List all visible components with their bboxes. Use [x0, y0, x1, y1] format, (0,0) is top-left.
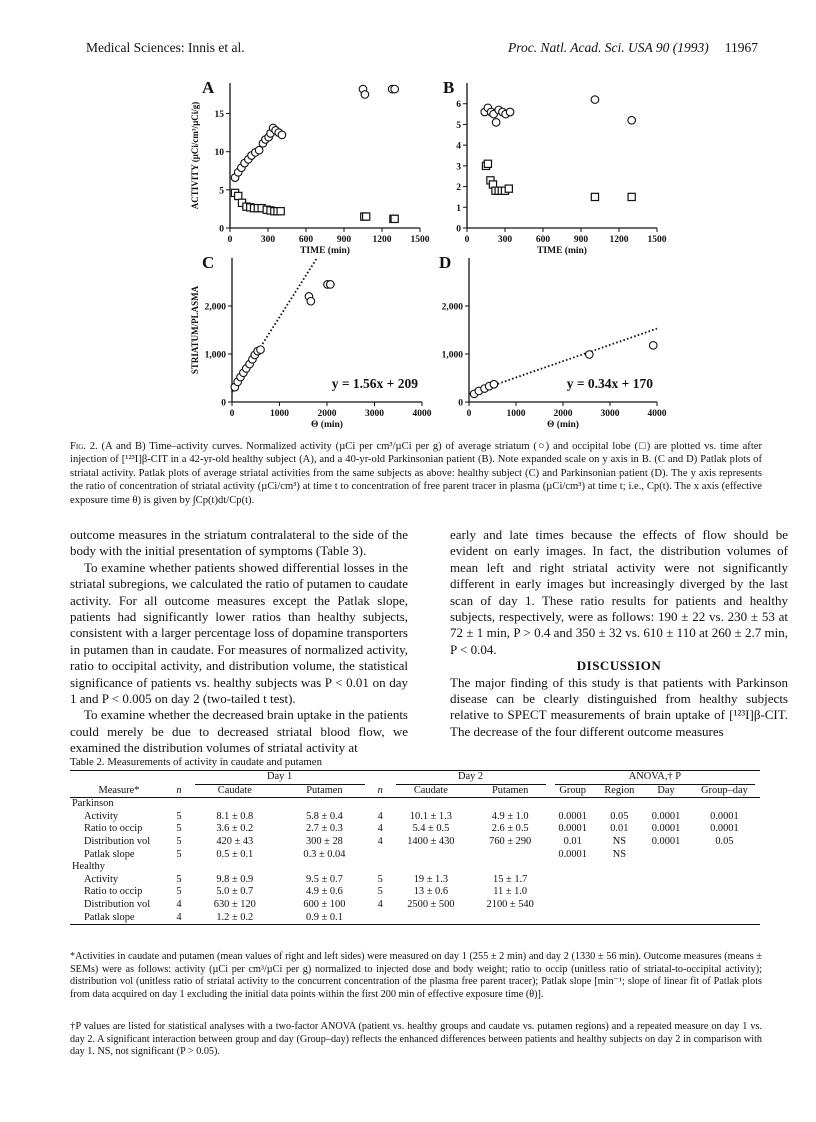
x-tick-label: 2000: [553, 409, 573, 419]
group-header-day1: Day 1: [195, 771, 365, 785]
table-row: [70, 811, 760, 824]
table-cell: 2.6 ± 0.5: [491, 823, 529, 835]
table-footnote: †P values are listed for statistical analyses with a two-factor ANOVA (patient vs. healthy groups and caudate vs. putamen regions) and a repeated measure on day 1 vs. day 2. A significant interaction between group and day (Group–day) reflects the enhanced differences between patients and healthy subjects on day 2 in comparison with day 1. NS, not significant (P > 0.05).: [70, 1021, 762, 1058]
table-cell: 2.7 ± 0.3: [305, 823, 343, 835]
table-cell: [391, 912, 470, 925]
x-tick-label: 0: [229, 409, 235, 419]
x-tick-label: 0: [466, 409, 472, 419]
journal-citation: Proc. Natl. Acad. Sci. USA 90 (1993): [508, 40, 709, 55]
table-row: [70, 836, 760, 849]
data-point-square: [505, 185, 512, 192]
table-cell: 420 ± 43: [216, 835, 254, 847]
table-cell: [689, 899, 760, 912]
table-cell: 15 ± 1.7: [493, 873, 528, 885]
table-cell: 0.0001: [710, 823, 739, 835]
group-header-anova: ANOVA,† P: [555, 771, 755, 785]
table-cell: 4: [377, 823, 383, 835]
data-point-circle: [278, 131, 286, 139]
data-point-square: [484, 160, 491, 167]
table-cell: 300 ± 28: [305, 835, 343, 847]
table-cell: 5: [176, 873, 182, 885]
table-cell: Distribution vol: [84, 835, 151, 847]
data-point-circle: [361, 91, 369, 99]
table-row: [70, 886, 760, 899]
x-tick-label: 3000: [600, 409, 620, 419]
data-point-circle: [586, 351, 594, 359]
figure-panel-c: [188, 250, 438, 435]
table-cell: 5.4 ± 0.5: [412, 823, 450, 835]
table-cell: [643, 886, 689, 899]
x-axis-label: Θ (min): [547, 420, 579, 430]
data-point-circle: [649, 342, 657, 350]
table-cell: 9.8 ± 0.9: [216, 873, 254, 885]
y-tick-label: 0: [456, 224, 461, 235]
x-tick-label: 300: [260, 235, 276, 245]
table-cell: [689, 912, 760, 925]
x-tick-label: 4000: [412, 409, 432, 419]
table-row: [70, 823, 760, 836]
data-point-circle: [391, 85, 399, 93]
group-label: Parkinson: [72, 798, 114, 810]
table-cell: 0.0001: [558, 823, 587, 835]
fit-equation: y = 0.34x + 170: [566, 376, 653, 391]
column-header: Putamen: [492, 784, 529, 796]
table-cell: Distribution vol: [84, 898, 151, 910]
y-tick-label: 6: [456, 100, 461, 111]
figure-caption: [70, 440, 762, 507]
x-tick-label: 1500: [410, 235, 430, 245]
y-tick-label: 4: [456, 141, 461, 152]
table-cell: 0.05: [715, 835, 734, 847]
y-tick-label: 2,000: [441, 302, 463, 313]
data-point-circle: [327, 281, 335, 289]
data-point-circle: [506, 108, 514, 116]
table-cell: 0.0001: [651, 835, 681, 847]
y-tick-label: 0: [221, 398, 226, 409]
running-header-right: [508, 40, 758, 56]
data-point-circle: [628, 116, 636, 124]
table-cell: 0.5 ± 0.1: [216, 848, 254, 860]
panel-letter: D: [439, 253, 452, 272]
table-cell: [689, 849, 760, 862]
table-cell: 1400 ± 430: [407, 835, 455, 847]
table-cell: [471, 849, 550, 862]
table-cell: 4.9 ± 1.0: [491, 810, 529, 822]
table-cell: 11 ± 1.0: [493, 886, 528, 898]
table-cell: 3.6 ± 0.2: [216, 823, 254, 835]
x-tick-label: 2000: [317, 409, 337, 419]
table-cell: [689, 874, 760, 887]
figure-label: Fig. 2.: [70, 441, 98, 452]
table-cell: 5: [176, 823, 182, 835]
table-cell: [643, 874, 689, 887]
table-cell: 9.5 ± 0.7: [305, 873, 343, 885]
x-axis-label: Θ (min): [311, 420, 343, 430]
table-cell: [596, 874, 644, 887]
x-tick-label: 1200: [372, 235, 392, 245]
data-point-circle: [307, 297, 315, 305]
y-tick-label: 5: [456, 120, 461, 131]
x-tick-label: 4000: [647, 409, 667, 419]
x-tick-label: 600: [535, 235, 551, 245]
table-cell: [369, 912, 391, 925]
table-cell: NS: [612, 848, 626, 860]
table-cell: Ratio to occip: [84, 823, 143, 835]
x-tick-label: 600: [298, 235, 314, 245]
table-cell: 0.0001: [558, 848, 587, 860]
paragraph: The major finding of this study is that patients with Parkinson disease can be clearly distinguished from healthy subjects relative to SPECT measurements of brain uptake of [¹²³I]β-CIT. The decrease of the four different outcome measures: [450, 674, 788, 739]
table-footnote: *Activities in caudate and putamen (mean values of right and left sides) were measured on day 1 (255 ± 2 min) and day 2 (1330 ± 56 min). Outcome measures (means ± SEMs) were as follows: activity (µCi per cm³/µCi per g) normalized to injected dose and body weight; ratio to occip (unitless ratio of striatal-to-occipital activity); distribution vol (unitless ratio of striatal activity to the concurrent concentration of the plasma free parent tracer); Patlak slope [min⁻¹; slope of linear fit of Patlak plots from data acquired on day 1 excluding the initial data points within the first 200 min of effective exposure time (θ)].: [70, 951, 762, 1000]
table-cell: [596, 899, 644, 912]
table-cell: 0.0001: [651, 810, 681, 822]
table-cell: [550, 886, 596, 899]
y-tick-label: 1: [456, 203, 461, 214]
table-row: [70, 874, 760, 887]
panel-letter: C: [202, 253, 215, 272]
table-cell: 4: [176, 898, 182, 910]
table-cell: 0.3 ± 0.04: [303, 848, 346, 860]
figure-panel-d: [435, 250, 675, 435]
table-cell: 0.0001: [651, 823, 681, 835]
table-cell: 1.2 ± 0.2: [216, 911, 254, 923]
table-cell: 600 ± 100: [303, 898, 346, 910]
table-title: Table 2. Measurements of activity in caudate and putamen: [70, 756, 322, 768]
table-cell: 5: [176, 835, 182, 847]
table-cell: 0.0001: [558, 810, 587, 822]
table-cell: 2500 ± 500: [407, 898, 455, 910]
x-tick-label: 900: [336, 235, 352, 245]
section-heading-discussion: DISCUSSION: [576, 658, 662, 674]
table-cell: 4: [377, 810, 383, 822]
table-cell: 5: [176, 810, 182, 822]
body-column-left: [70, 527, 408, 757]
data-table: [70, 770, 760, 925]
table-cell: [689, 886, 760, 899]
data-point-circle: [591, 96, 599, 104]
table-cell: 0.05: [610, 810, 629, 822]
table-cell: 10.1 ± 1.3: [409, 810, 452, 822]
x-tick-label: 3000: [365, 409, 384, 419]
table-cell: 5: [176, 886, 182, 898]
column-header: Caudate: [413, 784, 448, 796]
running-header-left: Medical Sciences: Innis et al.: [86, 40, 245, 55]
table-cell: 0.01: [610, 823, 629, 835]
table-cell: 5: [377, 886, 383, 898]
table-cell: [391, 849, 470, 862]
column-header: n: [176, 784, 182, 796]
table-cell: 0.9 ± 0.1: [305, 911, 343, 923]
y-tick-label: 5: [219, 186, 224, 197]
x-tick-label: 0: [227, 235, 233, 245]
table-cell: 4: [377, 835, 383, 847]
data-point-circle: [257, 346, 265, 354]
figure-caption-text: (A and B) Time–activity curves. Normalized activity (µCi per cm³/µCi per g) of average striatum (○) and occipital lobe (□) are plotted vs. time after injection of [¹²³I]β-CIT in a 42-yr-old healthy subject (A), and a 40-yr-old Parkinsonian patient (B). Note expanded scale on y axis in B. (C and D) Patlak plots of striatal activity. Patlak plots of average striatal activities from the same subjects as above: healthy subject (C) and Parkinsonian patient (D). The y axis represents the ratio of concentration of striatal activity (µCi/cm³) at time t to concentration of free parent tracer in plasma (µCi/cm³) at time t; i.e., Cp(t). The x axis (effective exposure time θ) is given by ∫Cp(t)dt/Cp(t).: [70, 441, 763, 506]
y-tick-label: 15: [214, 110, 224, 121]
data-point-circle: [255, 146, 263, 154]
x-tick-label: 1500: [647, 235, 667, 245]
table-cell: Patlak slope: [84, 911, 135, 923]
data-point-circle: [492, 119, 500, 127]
panel-letter: B: [443, 78, 455, 97]
body-column-right: [450, 527, 788, 740]
x-tick-label: 1200: [609, 235, 629, 245]
y-tick-label: 1,000: [204, 350, 226, 361]
data-point-square: [363, 213, 370, 220]
column-header-row: [70, 785, 760, 798]
paragraph: outcome measures in the striatum contralateral to the side of the body with the initial presentation of symptoms (Table 3).: [70, 527, 408, 559]
table-cell: [550, 912, 596, 925]
table-cell: 0.0001: [710, 810, 739, 822]
group-label: Healthy: [72, 861, 105, 873]
table-cell: [369, 849, 391, 862]
paragraph: To examine whether patients showed differential losses in the striatal subregions, we calculated the ratio of putamen to caudate activity. For all outcome measures except the Patlak slope, patients had significantly lower ratios than healthy subjects, consistent with a larger percentage loss of dopamine transporters in putamen than in caudate. For measures of normalized activity, ratio to occipital activity, and distribution volume, the statistical significance of patients vs. healthy subjects was P < 0.01 on day 1 and P < 0.005 on day 2 (two-tailed t test).: [70, 559, 408, 707]
column-header: Caudate: [217, 784, 252, 796]
group-header-day2: Day 2: [396, 771, 546, 785]
table-cell: 0.01: [563, 835, 582, 847]
y-tick-label: 2,000: [204, 302, 226, 313]
y-tick-label: 0: [458, 398, 463, 409]
fit-equation: y = 1.56x + 209: [331, 376, 418, 391]
y-tick-label: 10: [214, 148, 224, 159]
figure-panel-a: [188, 75, 438, 256]
table-cell: 5.8 ± 0.4: [305, 810, 343, 822]
table-row: [70, 912, 760, 925]
table-row: [70, 849, 760, 862]
data-point-square: [235, 192, 242, 199]
table-cell: 4.9 ± 0.6: [305, 886, 343, 898]
table-group-row: [70, 798, 760, 811]
column-header: Putamen: [306, 784, 343, 796]
table-cell: 8.1 ± 0.8: [216, 810, 254, 822]
panel-letter: A: [202, 78, 215, 97]
table-cell: 4: [176, 911, 182, 923]
table-cell: [643, 899, 689, 912]
x-tick-label: 900: [573, 235, 589, 245]
data-point-square: [277, 208, 284, 215]
x-axis-label: TIME (min): [537, 246, 587, 256]
table-cell: 630 ± 120: [213, 898, 256, 910]
table-cell: 5.0 ± 0.7: [216, 886, 254, 898]
table-cell: Activity: [84, 810, 119, 822]
y-axis-label: ACTIVITY (µCi/cm³/µCi/g): [190, 101, 200, 210]
table-cell: [471, 912, 550, 925]
table-cell: 760 ± 290: [489, 835, 532, 847]
y-axis-label: STRIATUM/PLASMA: [190, 285, 200, 375]
table-cell: 5: [176, 848, 182, 860]
y-tick-label: 0: [219, 224, 224, 235]
page-number: 11967: [724, 40, 758, 55]
y-tick-label: 2: [456, 183, 461, 194]
table-cell: [596, 886, 644, 899]
table-cell: Patlak slope: [84, 848, 135, 860]
table-cell: NS: [612, 835, 626, 847]
y-tick-label: 3: [456, 162, 461, 173]
x-tick-label: 1000: [506, 409, 526, 419]
column-header: Measure*: [98, 784, 140, 796]
table-cell: 4: [377, 898, 383, 910]
paragraph: early and late times because the effects of flow should be evident on early images. In fact, the distribution volumes of mean left and right striatal activity were not significantly different in early images but increasingly diverged by the last scan of day 1. These ratio results for patients and healthy subjects, respectively, were as follows: 190 ± 22 vs. 230 ± 53 at 72 ± 1 min, P > 0.4 and 350 ± 32 vs. 610 ± 110 at 260 ± 2.7 min, P < 0.04.: [450, 527, 788, 657]
figure-panel-b: [435, 75, 675, 256]
table-cell: [643, 849, 689, 862]
column-header: Day: [657, 784, 675, 796]
table-cell: [643, 912, 689, 925]
column-header: Group: [559, 784, 586, 796]
data-point-square: [591, 193, 598, 200]
column-header: Group–day: [701, 784, 748, 796]
paragraph: To examine whether the decreased brain uptake in the patients could merely be due to decreased striatal blood flow, we examined the distribution volumes of striatal activity at: [70, 707, 408, 756]
table-cell: Ratio to occip: [84, 886, 143, 898]
x-tick-label: 0: [464, 235, 470, 245]
x-axis-label: TIME (min): [300, 246, 350, 256]
table-cell: [550, 874, 596, 887]
table-cell: [596, 912, 644, 925]
data-point-square: [628, 193, 635, 200]
data-point-circle: [490, 380, 498, 388]
table-cell: [550, 899, 596, 912]
table-cell: Activity: [84, 873, 119, 885]
x-tick-label: 300: [497, 235, 513, 245]
table-row: [70, 899, 760, 912]
table-cell: 13 ± 0.6: [413, 886, 449, 898]
table-group-row: [70, 861, 760, 874]
column-header: n: [377, 784, 383, 796]
table-cell: 19 ± 1.3: [413, 873, 449, 885]
column-header: Region: [604, 784, 635, 796]
data-point-square: [391, 215, 398, 222]
table-cell: 5: [377, 873, 383, 885]
x-tick-label: 1000: [270, 409, 289, 419]
table-cell: 2100 ± 540: [486, 898, 534, 910]
y-tick-label: 1,000: [441, 350, 463, 361]
